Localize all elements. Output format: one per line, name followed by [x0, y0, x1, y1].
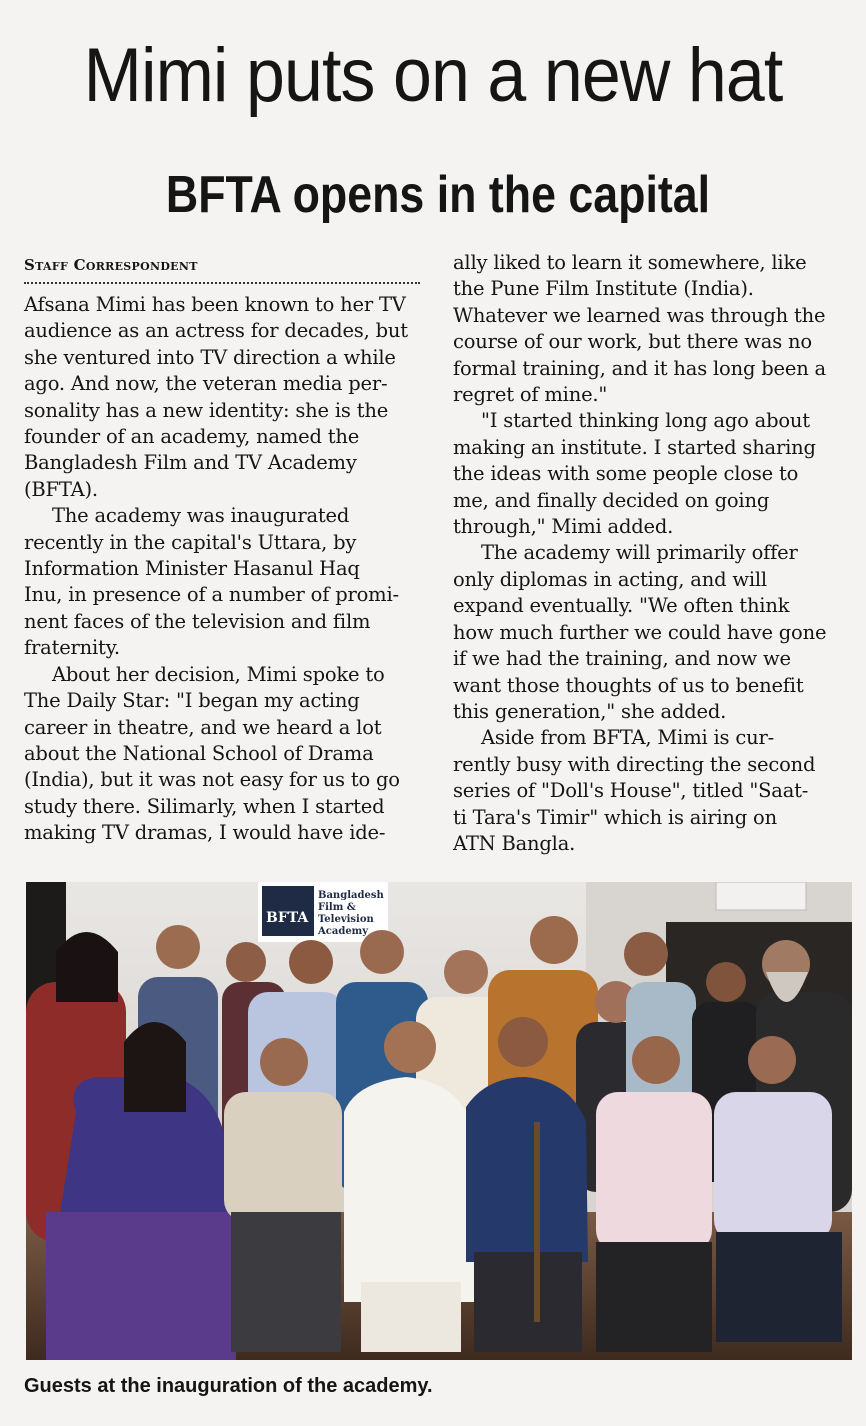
article-text-line: ago. And now, the veteran media per- — [24, 372, 388, 396]
group-photo — [26, 882, 852, 1360]
article-text-line: Bangladesh Film and TV Academy — [24, 451, 357, 475]
article-text-line: Information Minister Hasanul Haq — [24, 557, 360, 581]
article-text-line: recently in the capital's Uttara, by — [24, 530, 357, 554]
banner-line-4: Academy — [318, 926, 369, 937]
article-text-line: course of our work, but there was no — [453, 330, 812, 354]
article-text-line: About her decision, Mimi spoke to — [52, 662, 385, 686]
article-column-left — [24, 250, 424, 847]
group-photo-illustration — [26, 882, 852, 1360]
article-text-line: The academy will primarily offer — [481, 541, 798, 565]
article-text-line: making TV dramas, I would have ide- — [24, 821, 386, 845]
article-text-line: about the National School of Drama — [24, 741, 374, 765]
article-body-left — [24, 292, 424, 847]
headline: Mimi puts on a new hat — [83, 33, 783, 118]
article-text-line: formal training, and it has long been a — [453, 356, 826, 380]
article-text-line: making an institute. I started sharing — [453, 435, 816, 459]
article-text-line: (India), but it was not easy for us to go — [24, 768, 400, 792]
article-text-line: nent faces of the television and film — [24, 609, 371, 633]
article-text-line: series of "Doll's House", titled "Saat- — [453, 779, 809, 803]
article-text-line: audience as an actress for decades, but — [24, 319, 408, 343]
byline: Staff Correspondent — [24, 256, 198, 274]
banner-line-2: Film & — [318, 902, 356, 913]
article-text-line: ally liked to learn it somewhere, like — [453, 251, 807, 274]
article-text-line: regret of mine." — [453, 383, 608, 407]
article-text-line: fraternity. — [24, 636, 120, 660]
photo-caption: Guests at the inauguration of the academy. — [24, 1375, 433, 1397]
article-text-line: if we had the training, and now we — [453, 647, 791, 671]
article-text-line: the ideas with some people close to — [453, 462, 799, 486]
article-text-line: founder of an academy, named the — [24, 425, 360, 449]
article-column-right — [453, 250, 853, 857]
article-text-line: Aside from BFTA, Mimi is cur- — [481, 726, 774, 750]
article-text-line: me, and finally decided on going — [453, 488, 770, 512]
article-text-line: (BFTA). — [24, 477, 98, 501]
article-text-line: The academy was inaugurated — [52, 504, 350, 528]
article-text-line: only diplomas in acting, and will — [453, 567, 767, 591]
banner-logo: BFTA — [266, 910, 309, 926]
article-text-line: ATN Bangla. — [453, 831, 576, 855]
article-text-line: rently busy with directing the second — [453, 752, 816, 776]
article-text-line: Whatever we learned was through the — [453, 303, 826, 327]
banner-line-1: Bangladesh — [318, 890, 384, 901]
banner-line-3: Television — [318, 914, 374, 925]
article-text-line: study there. Silimarly, when I started — [24, 794, 385, 818]
article-text-line: the Pune Film Institute (India). — [453, 277, 754, 301]
article-text-line: Afsana Mimi has been known to her TV — [24, 293, 406, 316]
article-text-line: sonality has a new identity: she is the — [24, 398, 389, 422]
article-text-line: how much further we could have gone — [453, 620, 827, 644]
article-text-line: through," Mimi added. — [453, 515, 674, 539]
article-text-line: ti Tara's Timir" which is airing on — [453, 805, 777, 829]
article-text-line: want those thoughts of us to benefit — [453, 673, 804, 697]
dotted-divider — [24, 282, 420, 284]
article-text-line: career in theatre, and we heard a lot — [24, 715, 382, 739]
article-body-right — [453, 250, 853, 857]
article-text-line: The Daily Star: "I began my acting — [24, 689, 360, 713]
article-text-line: this generation," she added. — [453, 699, 727, 723]
article-text-line: Inu, in presence of a number of promi- — [24, 583, 399, 607]
article-text-line: expand eventually. "We often think — [453, 594, 790, 618]
subheadline: BFTA opens in the capital — [165, 166, 711, 224]
article-text-line: she ventured into TV direction a while — [24, 345, 396, 369]
article-text-line: "I started thinking long ago about — [481, 409, 810, 433]
